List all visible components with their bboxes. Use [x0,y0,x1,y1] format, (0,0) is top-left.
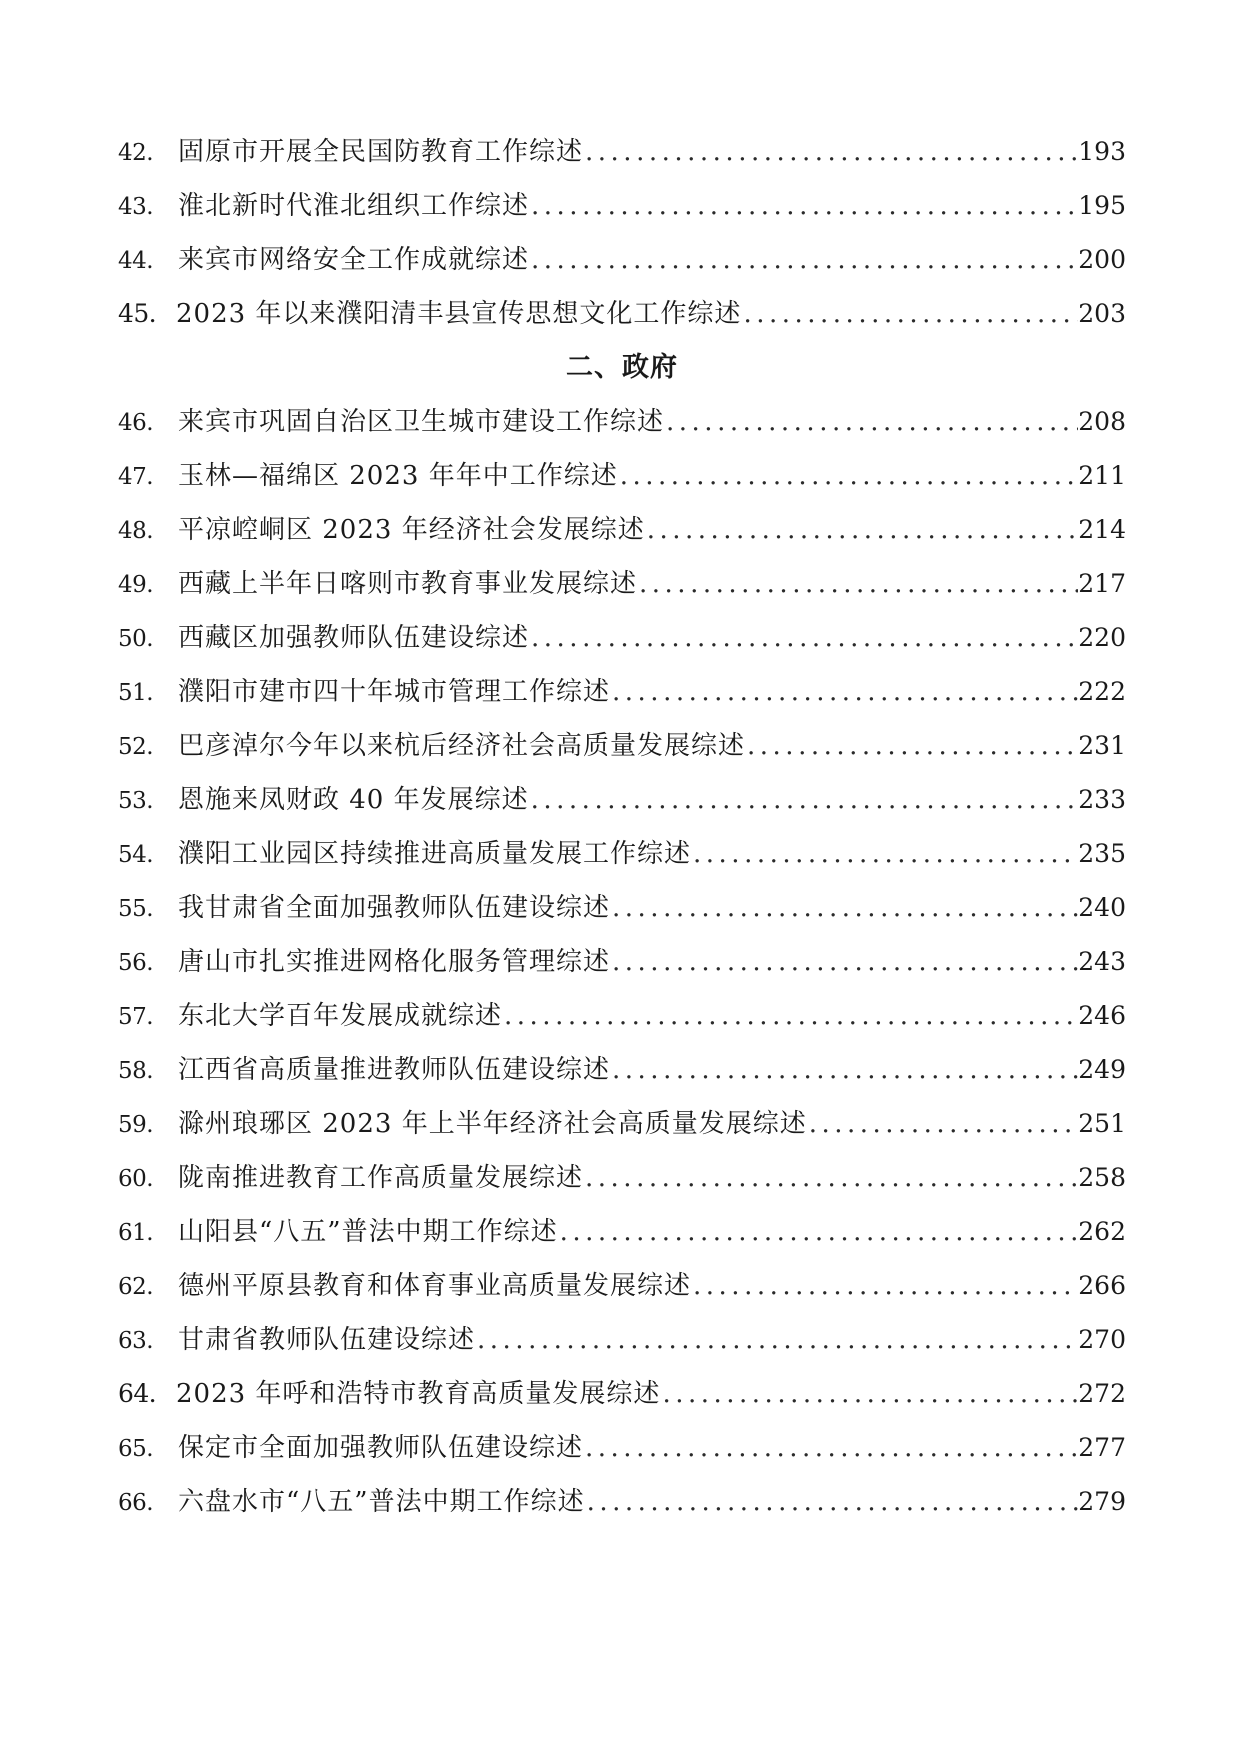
toc-entry [118,665,1126,719]
toc-entry [118,287,1126,341]
toc-entry-title: 德州平原县教育和体育事业高质量发展综述 [178,1271,692,1301]
toc-entry-number: 64． [118,1379,174,1408]
toc-entry [118,125,1126,179]
dot-leader [664,395,1078,449]
toc-entry-number: 48. [118,518,154,544]
toc-entry [118,449,1126,503]
toc-entry-title: 巴彦淖尔今年以来杭后经济社会高质量发展综述 [178,731,746,761]
dot-leader [610,935,1078,989]
toc-entry [118,719,1126,773]
toc-entry [118,1097,1126,1151]
toc-entry-page-number: 233 [1078,785,1126,814]
dot-leader [660,1367,1078,1421]
toc-entry-page-number: 231 [1078,731,1126,760]
toc-entry-number: 54. [118,842,154,868]
toc-entry-page-number: 270 [1078,1325,1126,1354]
toc-entry-title: 我甘肃省全面加强教师队伍建设综述 [178,893,611,923]
toc-entry-page-number: 208 [1078,407,1126,436]
toc-entry [118,935,1126,989]
toc-entry-page-number: 222 [1078,677,1126,706]
toc-entry-page-number: 251 [1078,1109,1126,1138]
dot-leader [645,503,1079,557]
toc-entry-number: 43. [118,194,154,220]
toc-entry [118,1421,1126,1475]
toc-entry-title: 陇南推进教育工作高质量发展综述 [178,1163,584,1193]
toc-entry-number: 63. [118,1328,154,1354]
toc-entry-number: 66. [118,1490,154,1516]
toc-entry-title: 滁州琅琊区 2023 年上半年经济社会高质量发展综述 [178,1109,807,1139]
toc-entry [118,179,1126,233]
toc-entry-title: 保定市全面加强教师队伍建设综述 [178,1433,584,1463]
toc-entry-number: 46. [118,410,154,436]
dot-leader [585,1475,1079,1529]
toc-entry-title: 山阳县“八五”普法中期工作综述 [178,1217,558,1247]
dot-leader [745,719,1078,773]
toc-entry-title: 固原市开展全民国防教育工作综述 [178,137,584,167]
toc-entry [118,827,1126,881]
toc-entry-page-number: 235 [1078,839,1126,868]
toc-entry-number: 51. [118,680,154,706]
toc-entry [118,1205,1126,1259]
dot-leader [610,1043,1078,1097]
toc-entry [118,1313,1126,1367]
toc-entry-title: 甘肃省教师队伍建设综述 [178,1325,476,1355]
toc-entry-number: 59. [118,1112,154,1138]
toc-entry-title: 平凉崆峒区 2023 年经济社会发展综述 [178,515,645,545]
dot-leader [502,989,1078,1043]
toc-entry-number: 53. [118,788,154,814]
toc-entry-title: 东北大学百年发展成就综述 [178,1001,503,1031]
toc-entry-page-number: 243 [1078,947,1126,976]
dot-leader [529,179,1078,233]
dot-leader [637,557,1078,611]
table-of-contents [118,125,1126,1529]
toc-entry [118,1259,1126,1313]
toc-group-government [118,395,1126,1529]
toc-entry-page-number: 279 [1078,1487,1126,1516]
dot-leader [475,1313,1078,1367]
dot-leader [610,881,1078,935]
toc-entry-page-number: 220 [1078,623,1126,652]
toc-entry-title: 淮北新时代淮北组织工作综述 [178,191,530,221]
toc-entry-title: 玉林—福绵区 2023 年年中工作综述 [178,461,618,491]
toc-entry [118,503,1126,557]
dot-leader [583,1151,1078,1205]
toc-entry-page-number: 211 [1078,461,1126,490]
toc-entry-number: 60. [118,1166,154,1192]
dot-leader [618,449,1079,503]
toc-entry-page-number: 266 [1078,1271,1126,1300]
toc-entry [118,1367,1126,1421]
toc-entry-title: 2023 年呼和浩特市教育高质量发展综述 [176,1379,661,1409]
toc-entry-title: 恩施来凤财政 40 年发展综述 [178,785,529,815]
toc-entry-page-number: 214 [1078,515,1126,544]
toc-entry [118,557,1126,611]
toc-entry [118,611,1126,665]
toc-entry-number: 57. [118,1004,154,1030]
dot-leader [807,1097,1079,1151]
toc-entry-page-number: 200 [1078,245,1126,274]
toc-group-party [118,125,1126,341]
toc-entry-page-number: 203 [1078,299,1126,328]
dot-leader [583,1421,1078,1475]
toc-entry-page-number: 258 [1078,1163,1126,1192]
toc-entry [118,881,1126,935]
dot-leader [558,1205,1079,1259]
toc-entry-number: 61. [118,1220,154,1246]
toc-entry-page-number: 272 [1078,1379,1126,1408]
toc-entry-title: 来宾市巩固自治区卫生城市建设工作综述 [178,407,665,437]
toc-entry-page-number: 217 [1078,569,1126,598]
toc-entry-page-number: 249 [1078,1055,1126,1084]
toc-entry-number: 42. [118,140,154,166]
toc-entry-title: 2023 年以来濮阳清丰县宣传思想文化工作综述 [176,299,742,329]
toc-entry-number: 55. [118,896,154,922]
toc-entry [118,395,1126,449]
toc-entry [118,773,1126,827]
toc-entry-page-number: 240 [1078,893,1126,922]
dot-leader [691,1259,1078,1313]
toc-entry-title: 唐山市扎实推进网格化服务管理综述 [178,947,611,977]
toc-entry-title: 濮阳市建市四十年城市管理工作综述 [178,677,611,707]
dot-leader [610,665,1078,719]
toc-entry-page-number: 195 [1078,191,1126,220]
toc-entry-page-number: 193 [1078,137,1126,166]
toc-entry-number: 45． [118,299,174,328]
toc-entry-title: 西藏上半年日喀则市教育事业发展综述 [178,569,638,599]
toc-entry [118,1151,1126,1205]
toc-entry-title: 来宾市网络安全工作成就综述 [178,245,530,275]
toc-entry-title: 江西省高质量推进教师队伍建设综述 [178,1055,611,1085]
toc-entry-title: 西藏区加强教师队伍建设综述 [178,623,530,653]
toc-entry-number: 56. [118,950,154,976]
toc-entry-number: 44. [118,248,154,274]
toc-entry-title: 濮阳工业园区持续推进高质量发展工作综述 [178,839,692,869]
dot-leader [691,827,1078,881]
toc-entry-number: 49. [118,572,154,598]
dot-leader [529,233,1078,287]
toc-entry-page-number: 262 [1078,1217,1126,1246]
toc-entry [118,1475,1126,1529]
dot-leader [583,125,1078,179]
toc-entry-number: 50. [118,626,154,652]
toc-entry-number: 52. [118,734,154,760]
toc-entry [118,989,1126,1043]
toc-entry-number: 47. [118,464,154,490]
toc-entry [118,233,1126,287]
dot-leader [529,773,1079,827]
toc-entry-page-number: 277 [1078,1433,1126,1462]
dot-leader [529,611,1078,665]
toc-entry-number: 58. [118,1058,154,1084]
section-heading: 二、政府 [566,352,678,383]
toc-entry-page-number: 246 [1078,1001,1126,1030]
toc-entry-number: 65. [118,1436,154,1462]
dot-leader [741,287,1078,341]
toc-entry-title: 六盘水市“八五”普法中期工作综述 [178,1487,585,1517]
toc-entry [118,1043,1126,1097]
toc-entry-number: 62. [118,1274,154,1300]
